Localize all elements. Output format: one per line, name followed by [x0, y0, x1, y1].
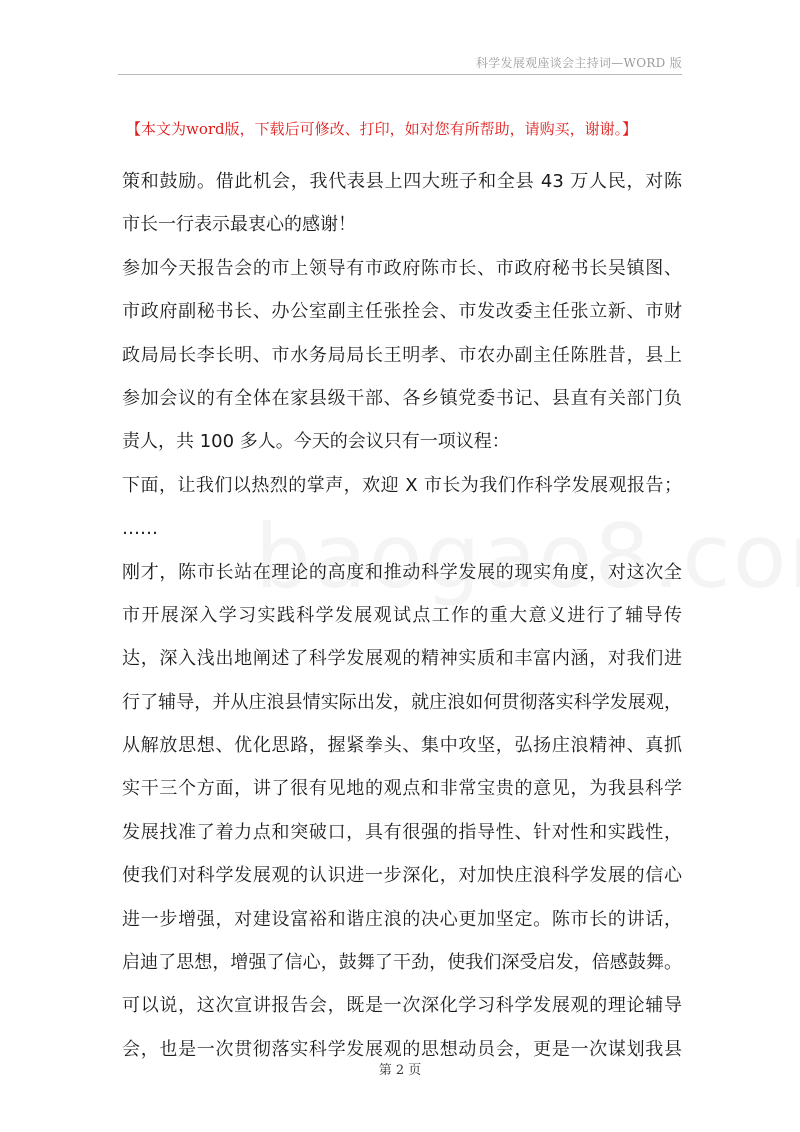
body-line: …… [122, 518, 158, 540]
body-line: 责人，共 100 多人。今天的会议只有一项议程： [122, 431, 510, 453]
body-line: 使我们对科学发展观的认识进一步深化，对加快庄浪科学发展的信心 [122, 865, 682, 887]
body-line: 市长一行表示最衷心的感谢！ [122, 214, 356, 236]
body-text [122, 160, 682, 1071]
header-divider [118, 74, 682, 75]
body-line: 刚才，陈市长站在理论的高度和推动科学发展的现实角度，对这次全 [122, 561, 682, 583]
body-line: 市开展深入学习实践科学发展观试点工作的重大意义进行了辅导传 [122, 604, 682, 626]
body-line: 策和鼓励。借此机会，我代表县上四大班子和全县 43 万人民，对陈 [122, 171, 682, 192]
page-header-title: 科学发展观座谈会主持词—WORD 版 [475, 56, 682, 70]
body-line: 行了辅导，并从庄浪县情实际出发，就庄浪如何贯彻落实科学发展观， [122, 691, 682, 713]
body-line: 从解放思想、优化思路，握紧拳头、集中攻坚，弘扬庄浪精神、真抓 [122, 735, 682, 757]
page-number: 第 2 页 [378, 1063, 422, 1078]
body-line: 参加会议的有全体在家县级干部、各乡镇党委书记、县直有关部门负 [122, 387, 682, 409]
body-line: 进一步增强，对建设富裕和谐庄浪的决心更加坚定。陈市长的讲话， [122, 908, 682, 930]
body-line: 会，也是一次贯彻落实科学发展观的思想动员会，更是一次谋划我县 [122, 1038, 682, 1060]
body-line: 政局局长李长明、市水务局局长王明孝、市农办副主任陈胜昔，县上 [122, 344, 682, 366]
body-line: 实干三个方面，讲了很有见地的观点和非常宝贵的意见，为我县科学 [122, 778, 682, 800]
body-line: 发展找准了着力点和突破口，具有很强的指导性、针对性和实践性， [122, 821, 682, 843]
body-line: 下面，让我们以热烈的掌声，欢迎 X 市长为我们作科学发展观报告； [122, 474, 682, 496]
body-line: 可以说，这次宣讲报告会，既是一次深化学习科学发展观的理论辅导 [122, 995, 682, 1017]
body-line: 参加今天报告会的市上领导有市政府陈市长、市政府秘书长吴镇图、 [122, 257, 682, 279]
purchase-notice: 【本文为word版，下载后可修改、打印，如对您有所帮助，请购买，谢谢。】 [126, 120, 638, 138]
body-line: 启迪了思想，增强了信心，鼓舞了干劲，使我们深受启发，倍感鼓舞。 [122, 952, 682, 974]
body-line: 市政府副秘书长、办公室副主任张拴会、市发改委主任张立新、市财 [122, 301, 682, 323]
body-line: 达，深入浅出地阐述了科学发展观的精神实质和丰富内涵，对我们进 [122, 648, 682, 670]
